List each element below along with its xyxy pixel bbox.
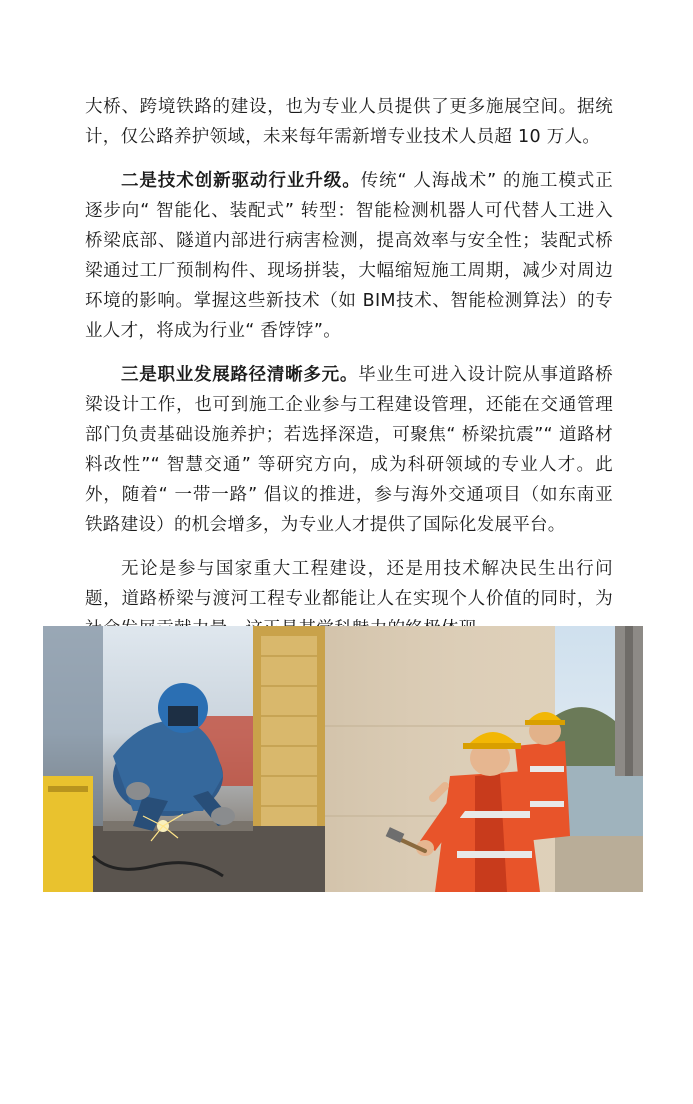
welding-machine [43,776,93,892]
welder-figure [113,683,235,831]
welder-illustration [43,626,325,892]
paragraph-body-career: 毕业生可进入设计院从事道路桥梁设计工作，也可到施工企业参与工程建设管理，还能在交通管理部门负责基础设施养护；若选择深造，可聚焦“ 桥梁抗震”“ 道路材料改性”“ 智慧交通” 等研究方向，成为科研领域的专业人才。此外，随着“ 一带一路” 倡议的推进，参与海外交通项目（如东南亚铁路建设）的机会增多，为专业人才提供了国际化发展平台。 [85,365,614,535]
paragraph-lead-career: 三是职业发展路径清晰多元。 [121,365,359,385]
photo-strip [43,626,643,892]
welder-photo [43,626,325,892]
paragraph-intro-continuation: 大桥、跨境铁路的建设，也为专业人员提供了更多施展空间。据统计，仅公路养护领域，未来每年需新增专业技术人员超 10 万人。 [85,97,613,147]
paragraph-conclusion: 无论是参与国家重大工程建设，还是用技术解决民生出行问题，道路桥梁与渡河工程专业都能让人在实现个人价值的同时，为 [85,559,613,609]
paragraph-lead-tech: 二是技术创新驱动行业升级。 [121,171,361,191]
article-body [85,92,613,658]
paragraph-body-tech: 传统“ 人海战术” 的施工模式正逐步向“ 智能化、装配式” 转型：智能检测机器人可代替人工进入桥梁底部、隧道内部进行病害检测，提高效率与安全性；装配式桥梁通过工厂预制构件、现场拼装，大幅缩短施工周期，减少对周边环境的影响。掌握这些新技术（如 BIM技术、智能检测算法）的专业人才，将成为行业“ 香饽饽”。 [85,171,613,341]
paragraph-tech-innovation [85,166,613,346]
bridge-inspection-photo [325,626,643,892]
inspection-illustration [325,626,643,892]
paragraph-career-path [85,360,613,540]
